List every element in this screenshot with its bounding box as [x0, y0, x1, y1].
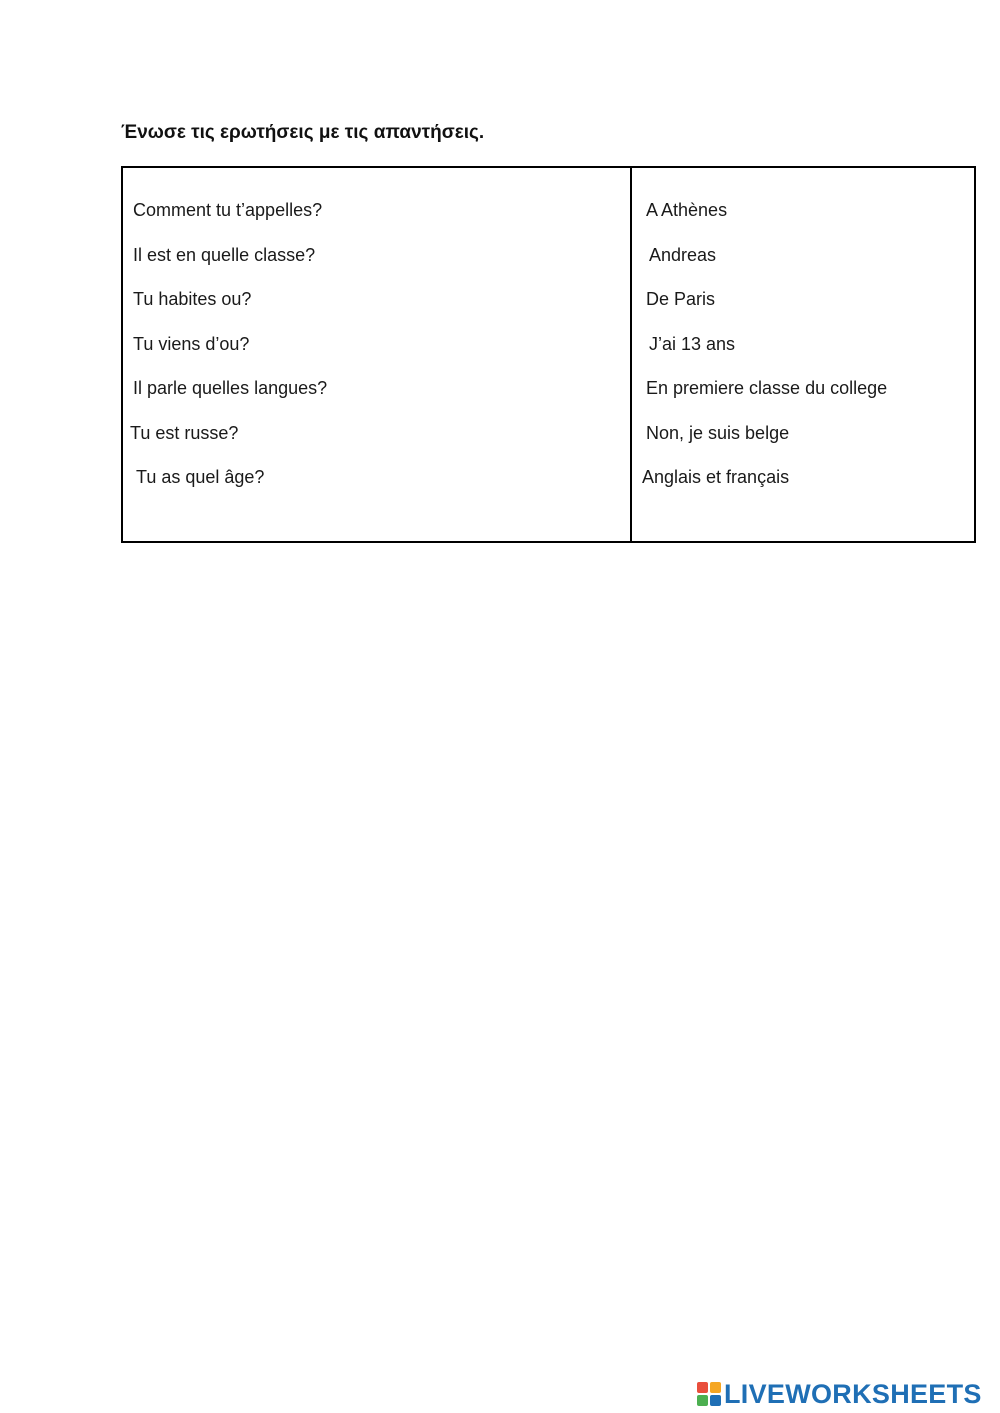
question-4: Tu viens d’ou? — [133, 334, 250, 354]
question-2: Il est en quelle classe? — [133, 245, 316, 265]
answer-3: De Paris — [646, 289, 716, 309]
question-6: Tu est russe? — [130, 423, 239, 443]
logo-square-1 — [697, 1382, 708, 1393]
question-3: Tu habites ou? — [133, 289, 252, 309]
question-5: Il parle quelles langues? — [133, 378, 328, 398]
logo-square-4 — [710, 1395, 721, 1406]
answer-5: En premiere classe du college — [646, 378, 888, 398]
logo-square-3 — [697, 1395, 708, 1406]
worksheet-title: Ένωσε τις ερωτήσεις με τις απαντήσεις. — [121, 122, 485, 143]
column-divider — [630, 168, 632, 541]
logo-text: LIVEWORKSHEETS — [724, 1378, 982, 1409]
matching-table — [121, 166, 976, 543]
question-7: Tu as quel âge? — [136, 467, 265, 487]
liveworksheets-logo — [697, 1379, 982, 1409]
question-1: Comment tu t’appelles? — [133, 200, 323, 220]
answer-7: Anglais et français — [642, 467, 790, 487]
liveworksheets-logo-icon — [697, 1382, 721, 1406]
logo-square-2 — [710, 1382, 721, 1393]
answer-4: J’ai 13 ans — [649, 334, 736, 354]
answer-6: Non, je suis belge — [646, 423, 790, 443]
answer-2: Andreas — [649, 245, 717, 265]
answer-1: A Athènes — [646, 200, 728, 220]
